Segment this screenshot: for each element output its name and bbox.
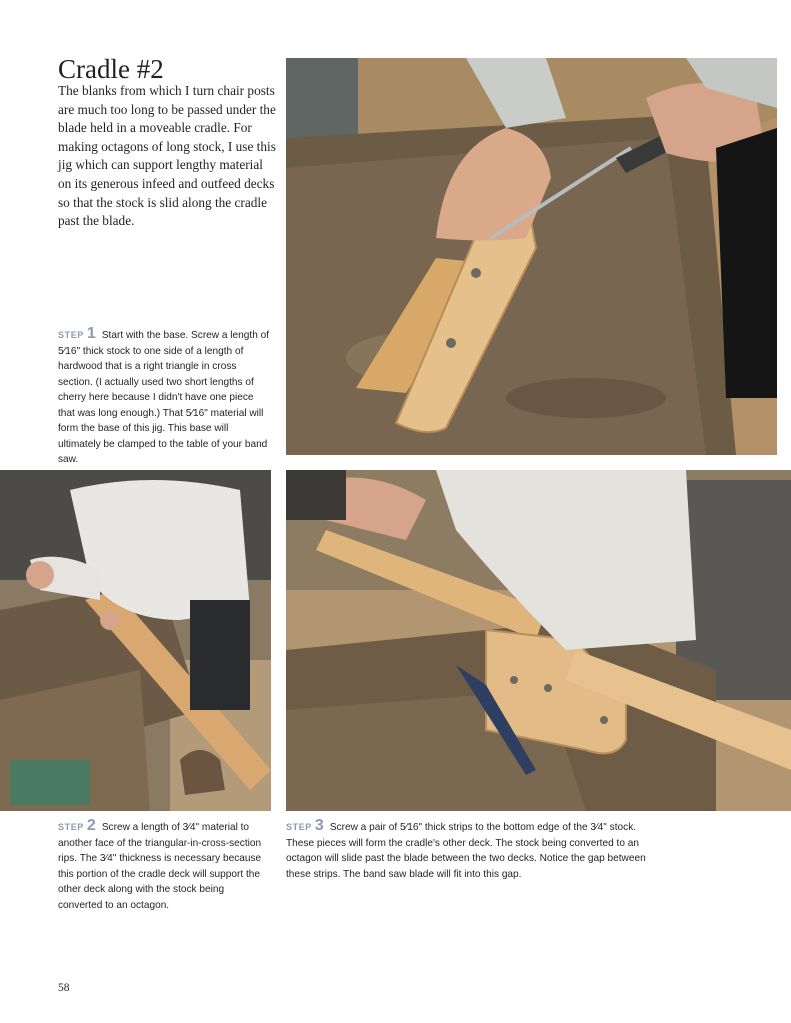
step-3-label: STEP [286, 822, 312, 832]
step-2-number: 2 [86, 817, 96, 834]
photo-step-3-illustration [286, 470, 791, 811]
step-3-number: 3 [314, 817, 324, 834]
step-2-text: Screw a length of 3⁄4" material to another face of the triangular-in-cross-section rips. The 3⁄4" thickness is necessary because this portion of the cradle deck will support the other deck along with the stock being converted to an octagon. [58, 822, 262, 911]
photo-step-2-illustration [0, 470, 271, 811]
step-1-caption [58, 326, 271, 468]
photo-step-3 [286, 470, 791, 811]
photo-step-2 [0, 470, 271, 811]
intro-paragraph: The blanks from which I turn chair posts are much too long to be passed under the blade held in a moveable cradle. For making octagons of long stock, I use this jig which can support lengthy material on its generous infeed and outfeed decks so that the stock is slid along the cradle past the blade. [58, 83, 276, 229]
step-3-caption [286, 818, 666, 882]
step-3-text: Screw a pair of 5⁄16" thick strips to the bottom edge of the 3⁄4" stock. These pieces will form the cradle's other deck. The stock being converted to an octagon will slide past the blade between the two decks. Notice the gap between these strips. The band saw blade will fit into this gap. [286, 822, 646, 880]
step-2-caption [58, 818, 271, 913]
step-1-text: Start with the base. Screw a length of 5⁄16" thick stock to one side of a length of hardwood that is a right triangle in cross section. (I actually used two short lengths of cherry here because I didn't have one piece that was long enough.) That 5⁄16" material will form the base of this jig. This base will ultimately be clamped to the table of your band saw. [58, 330, 270, 465]
step-1-label: STEP [58, 330, 84, 340]
page-title: Cradle #2 [58, 54, 164, 84]
photo-step-1 [286, 58, 777, 455]
step-1-number: 1 [86, 325, 96, 342]
step-2-label: STEP [58, 822, 84, 832]
page-number: 58 [58, 982, 70, 994]
photo-step-1-illustration [286, 58, 777, 455]
